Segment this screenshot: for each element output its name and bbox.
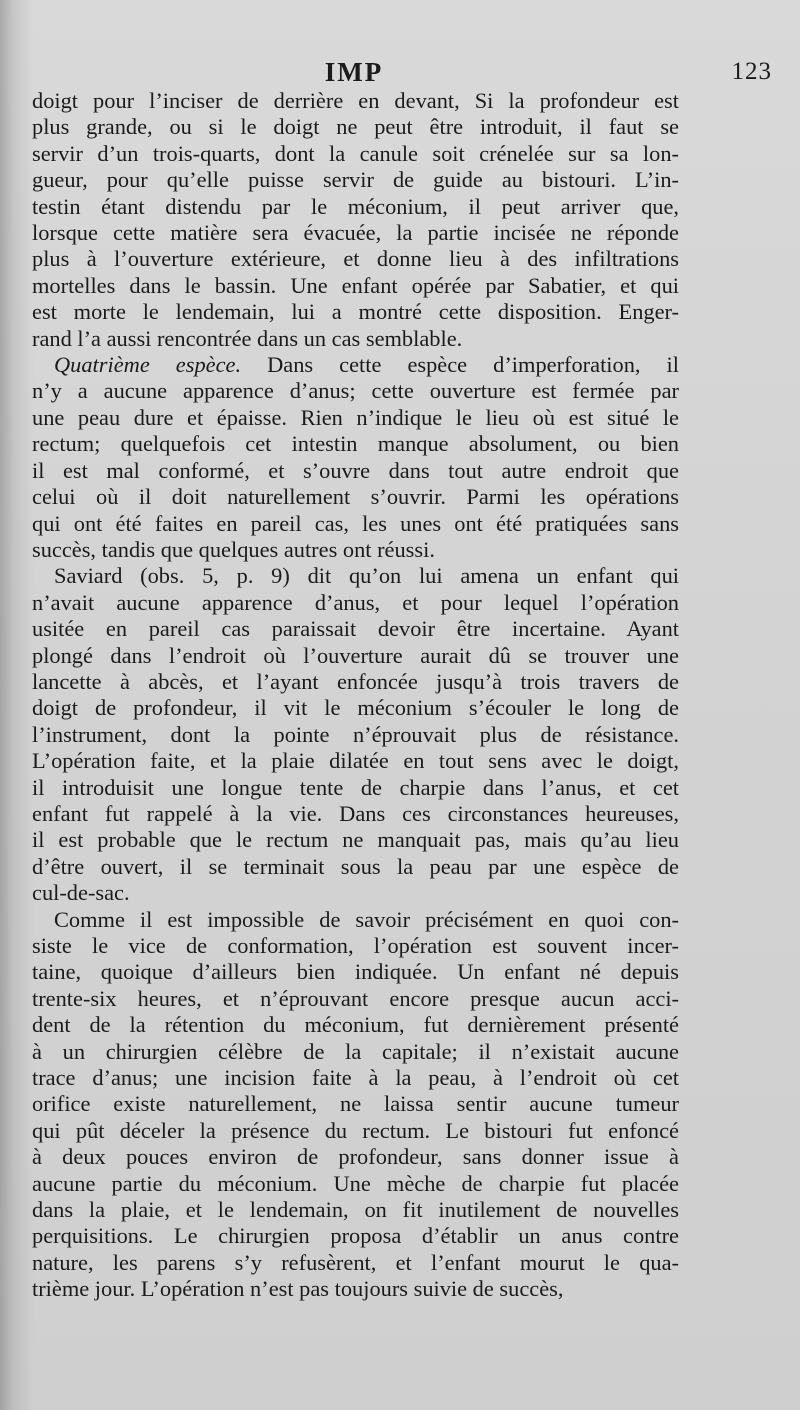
line: l’instrument, dont la pointe n’éprouvait plus de résistance. [32,721,679,747]
line: doigt de profondeur, il vit le méconium s’écouler le long de [32,695,679,721]
line: gueur, pour qu’elle puisse servir de guide au bistouri. L’in- [32,167,679,193]
line: rand l’a aussi rencontrée dans un cas semblable. [32,325,463,351]
line: à un chirurgien célèbre de la capitale; il n’existait aucune [32,1038,679,1064]
line-text: Dans cette espèce d’imperforation, il [241,352,679,378]
line: dent de la rétention du méconium, fut dernièrement présenté [32,1012,679,1038]
line: plus grande, ou si le doigt ne peut être introduit, il faut se [32,114,679,140]
line: il introduisit une longue tente de charpie dans l’anus, et cet [32,774,679,800]
line: L’opération faite, et la plaie dilatée en tout sens avec le doigt, [32,748,679,774]
line: il est probable que le rectum ne manquait pas, mais qu’au lieu [32,827,679,853]
body-text [32,88,679,1303]
page-number: 123 [731,58,772,85]
line: perquisitions. Le chirurgien proposa d’établir un anus contre [32,1223,679,1249]
line: plus à l’ouverture extérieure, et donne lieu à des infiltrations [32,246,679,272]
line: d’être ouvert, il se terminait sous la peau par une espèce de [32,853,679,879]
line: lorsque cette matière sera évacuée, la partie incisée ne réponde [32,220,679,246]
line [32,352,679,378]
line: qui ont été faites en pareil cas, les unes ont été pratiquées sans [32,510,679,536]
line: usitée en pareil cas paraissait devoir être incertaine. Ayant [32,616,679,642]
line: rectum; quelquefois cet intestin manque absolument, ou bien [32,431,679,457]
line: à deux pouces environ de profondeur, sans donner issue à [32,1144,679,1170]
line: aucune partie du méconium. Une mèche de charpie fut placée [32,1170,679,1196]
page-header [32,57,772,87]
running-head: IMP [324,57,384,87]
line: est morte le lendemain, lui a montré cette disposition. Enger- [32,299,679,325]
paragraph-3 [32,563,679,906]
line: doigt pour l’inciser de derrière en devant, Si la profondeur est [32,88,679,113]
line: il est mal conformé, et s’ouvre dans tout autre endroit que [32,457,679,483]
line: trente-six heures, et n’éprouvant encore presque aucun acci- [32,985,679,1011]
line: une peau dure et épaisse. Rien n’indique le lieu où est situé le [32,404,679,430]
line: servir d’un trois-quarts, dont la canule soit crénelée sur sa lon- [32,140,679,166]
line: cul-de-sac. [32,880,130,906]
line: Saviard (obs. 5, p. 9) dit qu’on lui amena un enfant qui [54,563,679,589]
line: n’avait aucune apparence d’anus, et pour lequel l’opération [32,589,679,615]
line: nature, les parens s’y refusèrent, et l’enfant mourut le qua- [32,1249,679,1275]
line: qui pût déceler la présence du rectum. Le bistouri fut enfoncé [32,1117,679,1143]
paragraph-1 [32,88,679,352]
line: mortelles dans le bassin. Une enfant opérée par Sabatier, et qui [32,272,679,298]
line: plongé dans l’endroit où l’ouverture aurait dû se trouver une [32,642,679,668]
line: lancette à abcès, et l’ayant enfoncée jusqu’à trois travers de [32,668,679,694]
line: testin étant distendu par le méconium, il peut arriver que, [32,193,679,219]
line: dans la plaie, et le lendemain, on fit inutilement de nouvelles [32,1197,679,1223]
line: siste le vice de conformation, l’opération est souvent incer- [32,933,679,958]
line: trième jour. L’opération n’est pas toujours suivie de succès, [32,1276,564,1302]
species-heading: Quatrième espèce. [54,352,242,378]
line: n’y a aucune apparence d’anus; cette ouverture est fermée par [32,378,679,404]
line: enfant fut rappelé à la vie. Dans ces circonstances heureuses, [32,800,679,826]
line: trace d’anus; une incision faite à la peau, à l’endroit où cet [32,1065,679,1091]
line: taine, quoique d’ailleurs bien indiquée. Un enfant né depuis [32,959,679,985]
paragraph-4 [32,907,679,1303]
line: celui où il doit naturellement s’ouvrir. Parmi les opérations [32,484,679,510]
paragraph-2 [32,352,679,563]
line: orifice existe naturellement, ne laissa sentir aucune tumeur [32,1091,679,1117]
line: Comme il est impossible de savoir précisément en quoi con- [54,906,679,932]
line: succès, tandis que quelques autres ont réussi. [32,536,435,562]
